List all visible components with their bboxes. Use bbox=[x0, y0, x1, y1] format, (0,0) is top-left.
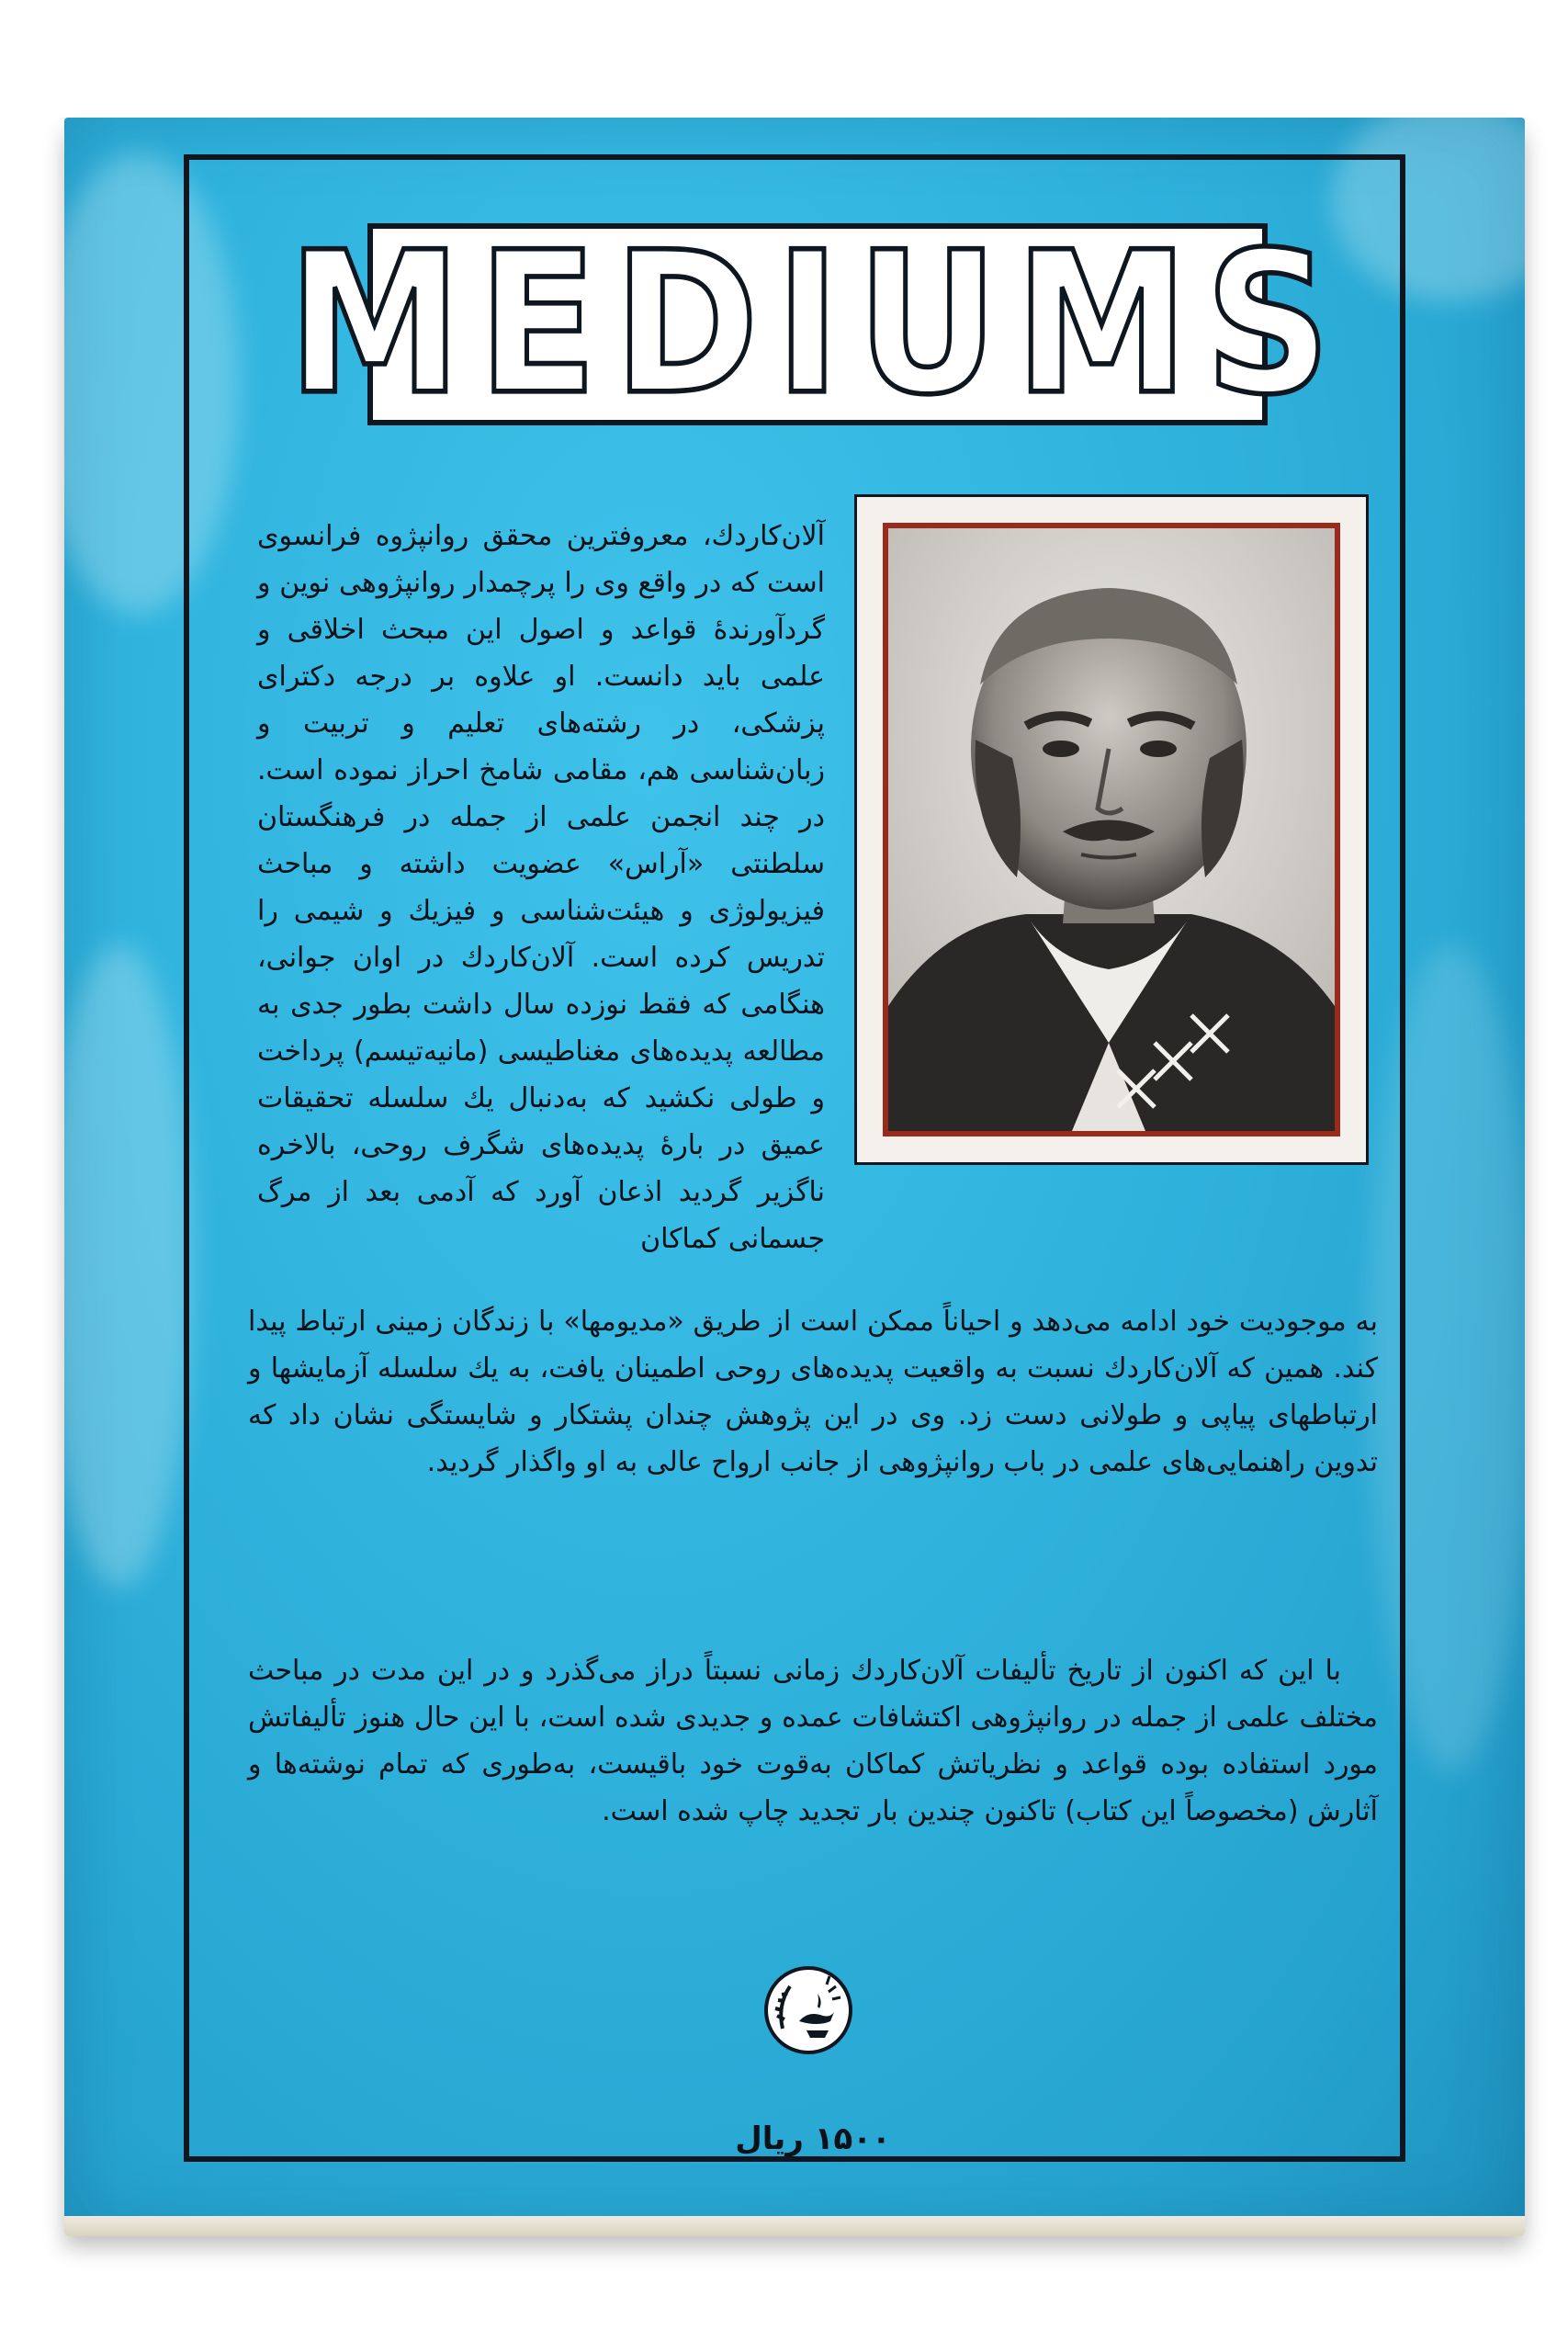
price-label: ۱۵۰۰ ریال bbox=[735, 2120, 891, 2157]
book-page-edge bbox=[64, 2216, 1525, 2236]
blurb-lower: به موجودیت خود ادامه می‌دهد و احیاناً ممکن است از طریق «مدیومها» با زندگان زمینی ارتباط پیدا کند. همین که آلان‌کاردك نسبت به واقعیت پدیده‌های روحی اطمینان یافت، به یك سلسله آزمایشها و ارتباطهای پیاپی و طولانی دست زد. وی در این پژوهش چندان پشتکار و شایستگی نشان داد که تدوین راهنمایی‌های علمی در باب روانپژوهی از جانب ارواح عالی به او واگذار گردید. bbox=[248, 1306, 1378, 1478]
blurb-paragraph-2: با این که اکنون از تاریخ تألیفات آلان‌کاردك زمانی نسبتاً دراز می‌گذرد و در این مدت در مباحث مختلف علمی از جمله در روانپژوهی اکتشافات عمده و جدیدی شده است، با این حال هنوز تألیفاتش مورد استفاده بوده قواعد و نظریاتش کماکان به‌قوت خود باقیست، به‌طوری که تمام نوشته‌ها و آثارش (مخصوصاً این کتاب) تاکنون چندین بار تجدید چاپ شده است. bbox=[248, 1655, 1378, 1827]
blurb-upper: آلان‌کاردك، معروفترین محقق روانپژوه فرانسوی است که در واقع وی را پرچمدار روانپژوهی نوین و گردآورندهٔ قواعد و اصول این مبحث اخلاقی و علمی باید دانست. او علاوه بر درجه دکترای پزشکی، در رشته‌های تعلیم و تربیت و زبان‌شناسی هم، مقامی شامخ احراز نموده است. در چند انجمن علمی از جمله در فرهنگستان سلطنتی «آراس» عضویت داشته و مباحث فیزیولوژی و هیئت‌شناسی و فیزیك و شیمی را تدریس کرده است. آلان‌کاردك در اوان جوانی، هنگامی که فقط نوزده سال داشت بطور جدی به مطالعه پدیده‌های مغناطیسی (مانیه‌تیسم) پرداخت و طولی نکشید که به‌دنبال یك سلسله تحقیقات عمیق در بارهٔ پدیده‌های شگرف روحی، بالاخره ناگزیر گردید اذعان آورد که آدمی بعد از مرگ جسمانی کماکان bbox=[257, 520, 825, 1255]
publisher-logo-icon bbox=[762, 1964, 854, 2056]
book-back-cover bbox=[64, 118, 1525, 2231]
author-portrait bbox=[854, 494, 1369, 1165]
title-box bbox=[288, 209, 1348, 438]
portrait-illustration bbox=[888, 528, 1335, 1131]
book-title: MEDIUMS bbox=[288, 209, 1348, 438]
cover-wear-left-lower bbox=[64, 944, 193, 1588]
portrait-photo bbox=[883, 523, 1340, 1136]
